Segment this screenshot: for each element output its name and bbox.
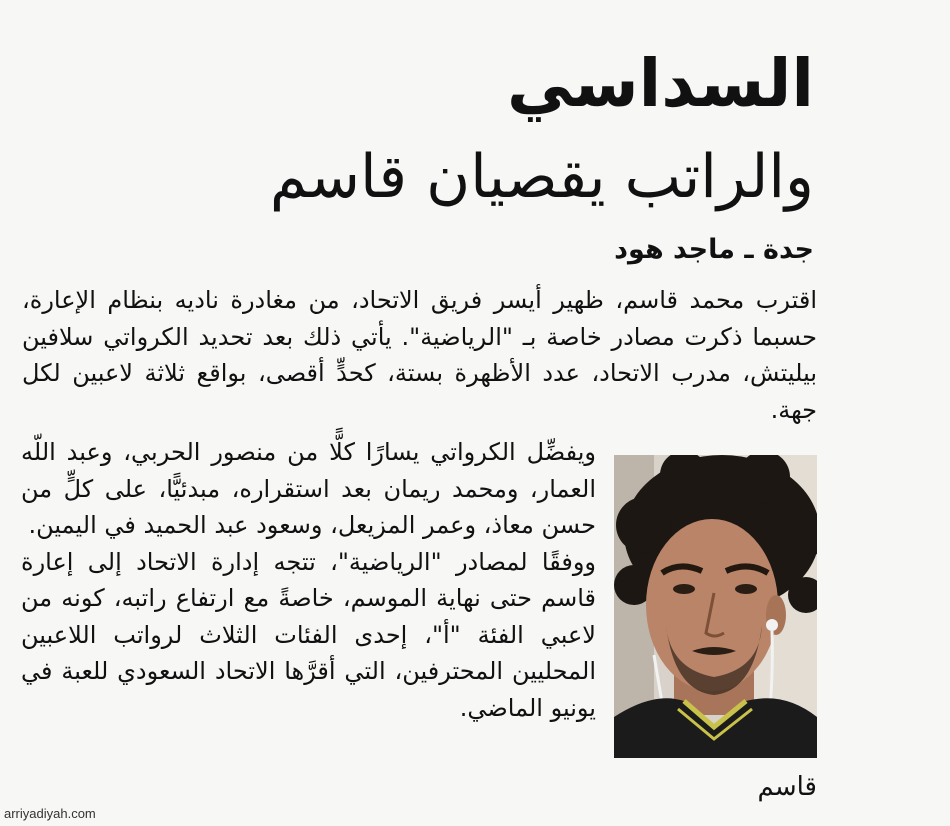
article-paragraph: ويفضِّل الكرواتي يسارًا كلًّا من منصور الحربي، وعبد اللّه العمار، ومحمد ريمان بعد استقراره، مبدئيًّا، على كلٍّ من حسن معاذ، وعمر المزيعل، وسعود عبد الحميد في اليمين. <box>21 438 596 539</box>
player-portrait-image <box>614 455 817 758</box>
article-headline: السداسي <box>507 45 814 122</box>
article-subheadline: والراتب يقصيان قاسم <box>269 142 814 212</box>
player-photo <box>614 455 817 758</box>
article-paragraph: ووفقًا لمصادر "الرياضية"، تتجه إدارة الاتحاد إلى إعارة قاسم حتى نهاية الموسم، خاصةً مع ارتفاع راتبه، كونه من لاعبي الفئة "أ"، إحدى الفئات الثلاث لرواتب اللاعبين المحليين المحترفين، التي أقرَّها الاتحاد السعودي للعبة في يونيو الماضي. <box>21 547 596 722</box>
article-lead-paragraph: اقترب محمد قاسم، ظهير أيسر فريق الاتحاد، من مغادرة ناديه بنظام الإعارة، حسبما ذكرت مصادر خاصة بـ "الرياضية". يأتي ذلك بعد تحديد الكرواتي سلافين بيليتش، مدرب الاتحاد، عدد الأظهرة بستة، كحدٍّ أقصى، بواقع ثلاثة لاعبين لكل جهة. <box>22 286 817 424</box>
site-watermark: arriyadiyah.com <box>4 806 96 821</box>
article-body-column <box>21 434 596 726</box>
article-byline: جدة ـ ماجد هود <box>614 234 814 265</box>
photo-caption: قاسم <box>757 772 817 802</box>
